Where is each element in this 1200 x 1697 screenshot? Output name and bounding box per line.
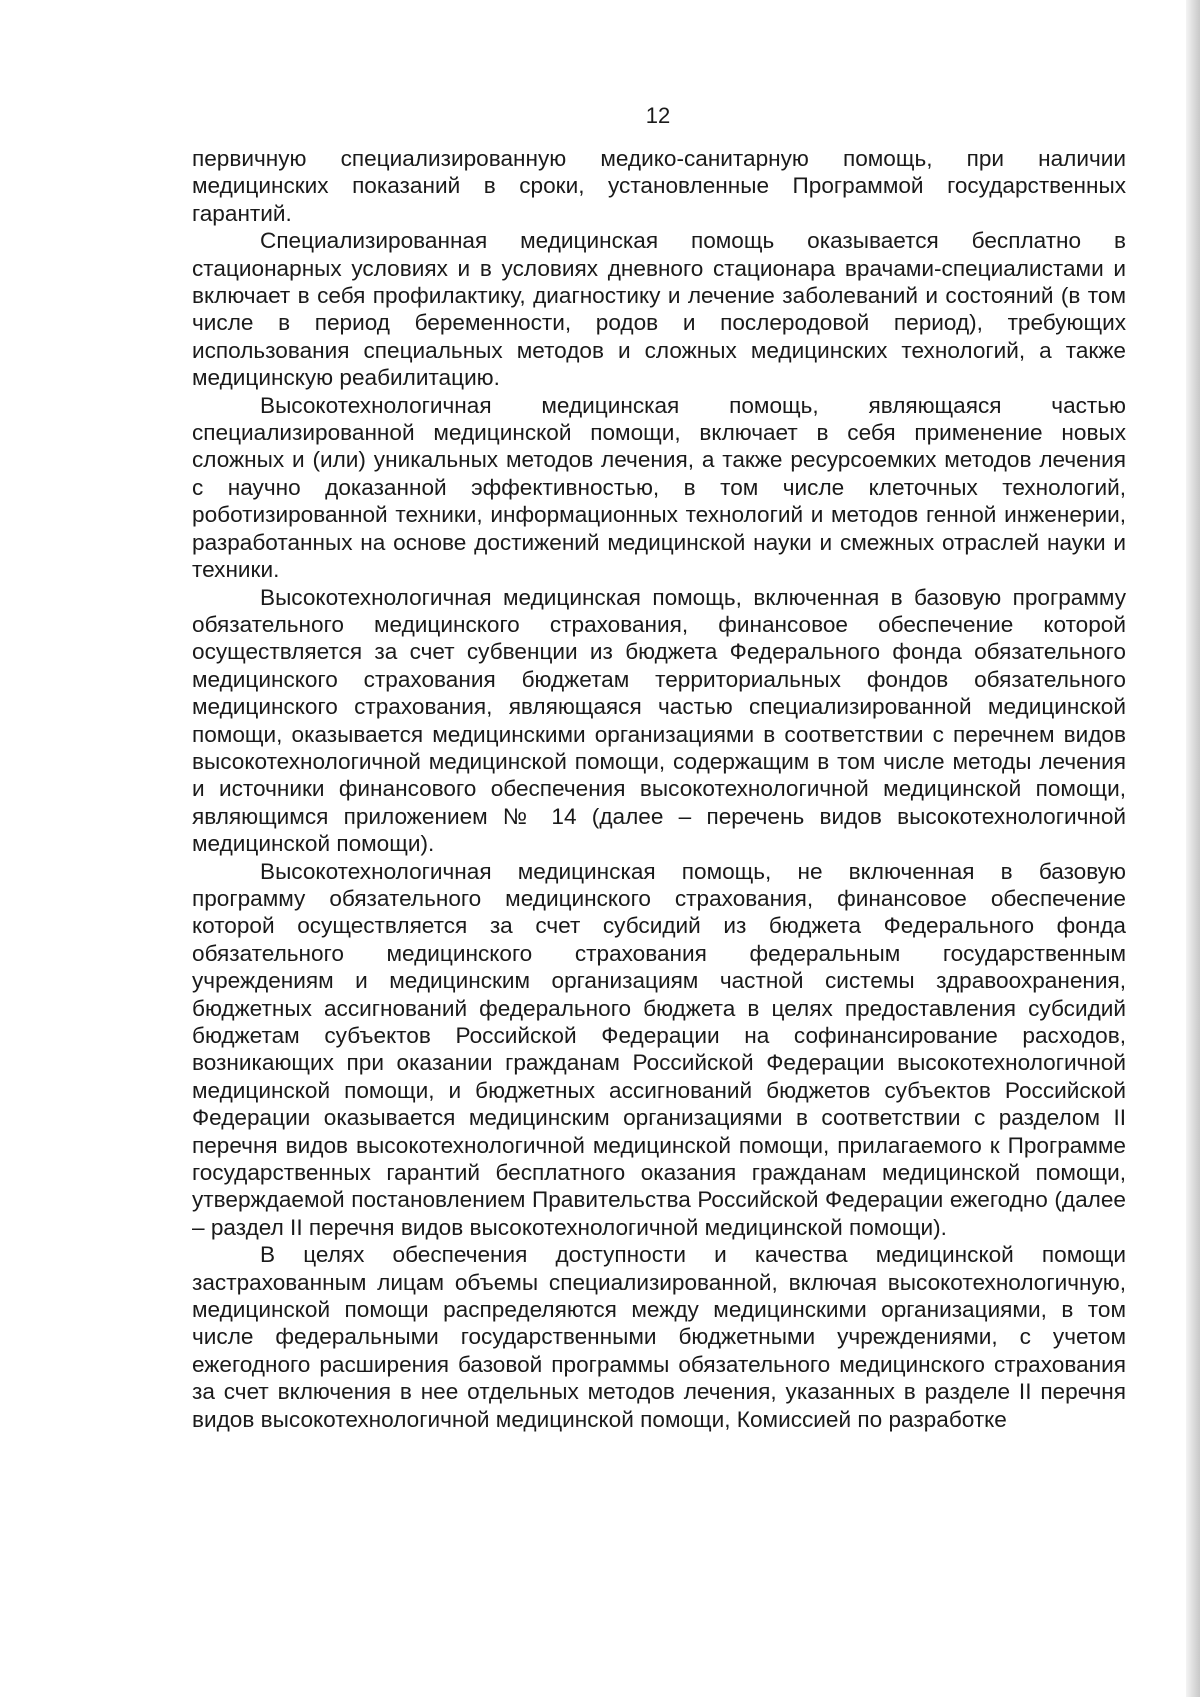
paragraph-high-tech-included: Высокотехнологичная медицинская помощь, включенная в базовую программу обязательного медицинского страхования, финансовое обеспечение которой осуществляется за счет субвенции из бюджета Федерального фонда обязательного медицинского страхования бюджетам территориальных фондов обязательного медицинского страхования, являющаяся частью специализированной медицинской помощи, оказывается медицинскими организациями в соответствии с перечнем видов высокотехнологичной медицинской помощи, содержащим в том числе методы лечения и источники финансового обеспечения высокотехнологичной медицинской помощи, являющимся приложением № 14 (далее – перечень видов высокотехнологичной медицинской помощи). [192, 584, 1126, 857]
paragraph-high-tech-not-included: Высокотехнологичная медицинская помощь, не включенная в базовую программу обязательного медицинского страхования, финансовое обеспечение которой осуществляется за счет субсидий из бюджета Федерального фонда обязательного медицинского страхования федеральным государственным учреждениям и медицинским организациям частной системы здравоохранения, бюджетных ассигнований федерального бюджета в целях предоставления субсидий бюджетам субъектов Российской Федерации на софинансирование расходов, возникающих при оказании гражданам Российской Федерации высокотехнологичной медицинской помощи, и бюджетных ассигнований бюджетов субъектов Российской Федерации оказывается медицинским организациями в соответствии с разделом II перечня видов высокотехнологичной медицинской помощи, прилагаемого к Программе государственных гарантий бесплатного оказания гражданам медицинской помощи, утверждаемой постановлением Правительства Российской Федерации ежегодно (далее – раздел II перечня видов высокотехнологичной медицинской помощи). [192, 858, 1126, 1240]
document-body [192, 145, 1126, 1433]
paragraph-high-tech-care: Высокотехнологичная медицинская помощь, являющаяся частью специализированной медицинской помощи, включает в себя применение новых сложных и (или) уникальных методов лечения, а также ресурсоемких методов лечения с научно доказанной эффективностью, в том числе клеточных технологий, роботизированной техники, информационных технологий и методов генной инженерии, разработанных на основе достижений медицинской науки и смежных отраслей науки и техники. [192, 392, 1126, 583]
page-edge-shadow [1186, 0, 1200, 1697]
paragraph-continuation: первичную специализированную медико-санитарную помощь, при наличии медицинских показаний в сроки, установленные Программой государственных гарантий. [192, 146, 1126, 226]
paragraph-accessibility: В целях обеспечения доступности и качества медицинской помощи застрахованным лицам объемы специализированной, включая высокотехнологичную, медицинской помощи распределяются между медицинскими организациями, в том числе федеральными государственными бюджетными учреждениями, с учетом ежегодного расширения базовой программы обязательного медицинского страхования за счет включения в нее отдельных методов лечения, указанных в разделе II перечня видов высокотехнологичной медицинской помощи, Комиссией по разработке [192, 1242, 1126, 1432]
page-number: 12 [645, 103, 671, 128]
paragraph-specialized-care: Специализированная медицинская помощь оказывается бесплатно в стационарных условиях и в условиях дневного стационара врачами-специалистами и включает в себя профилактику, диагностику и лечение заболеваний и состояний (в том числе в период беременности, родов и послеродовой период), требующих использования специальных методов и сложных медицинских технологий, а также медицинскую реабилитацию. [192, 228, 1126, 391]
